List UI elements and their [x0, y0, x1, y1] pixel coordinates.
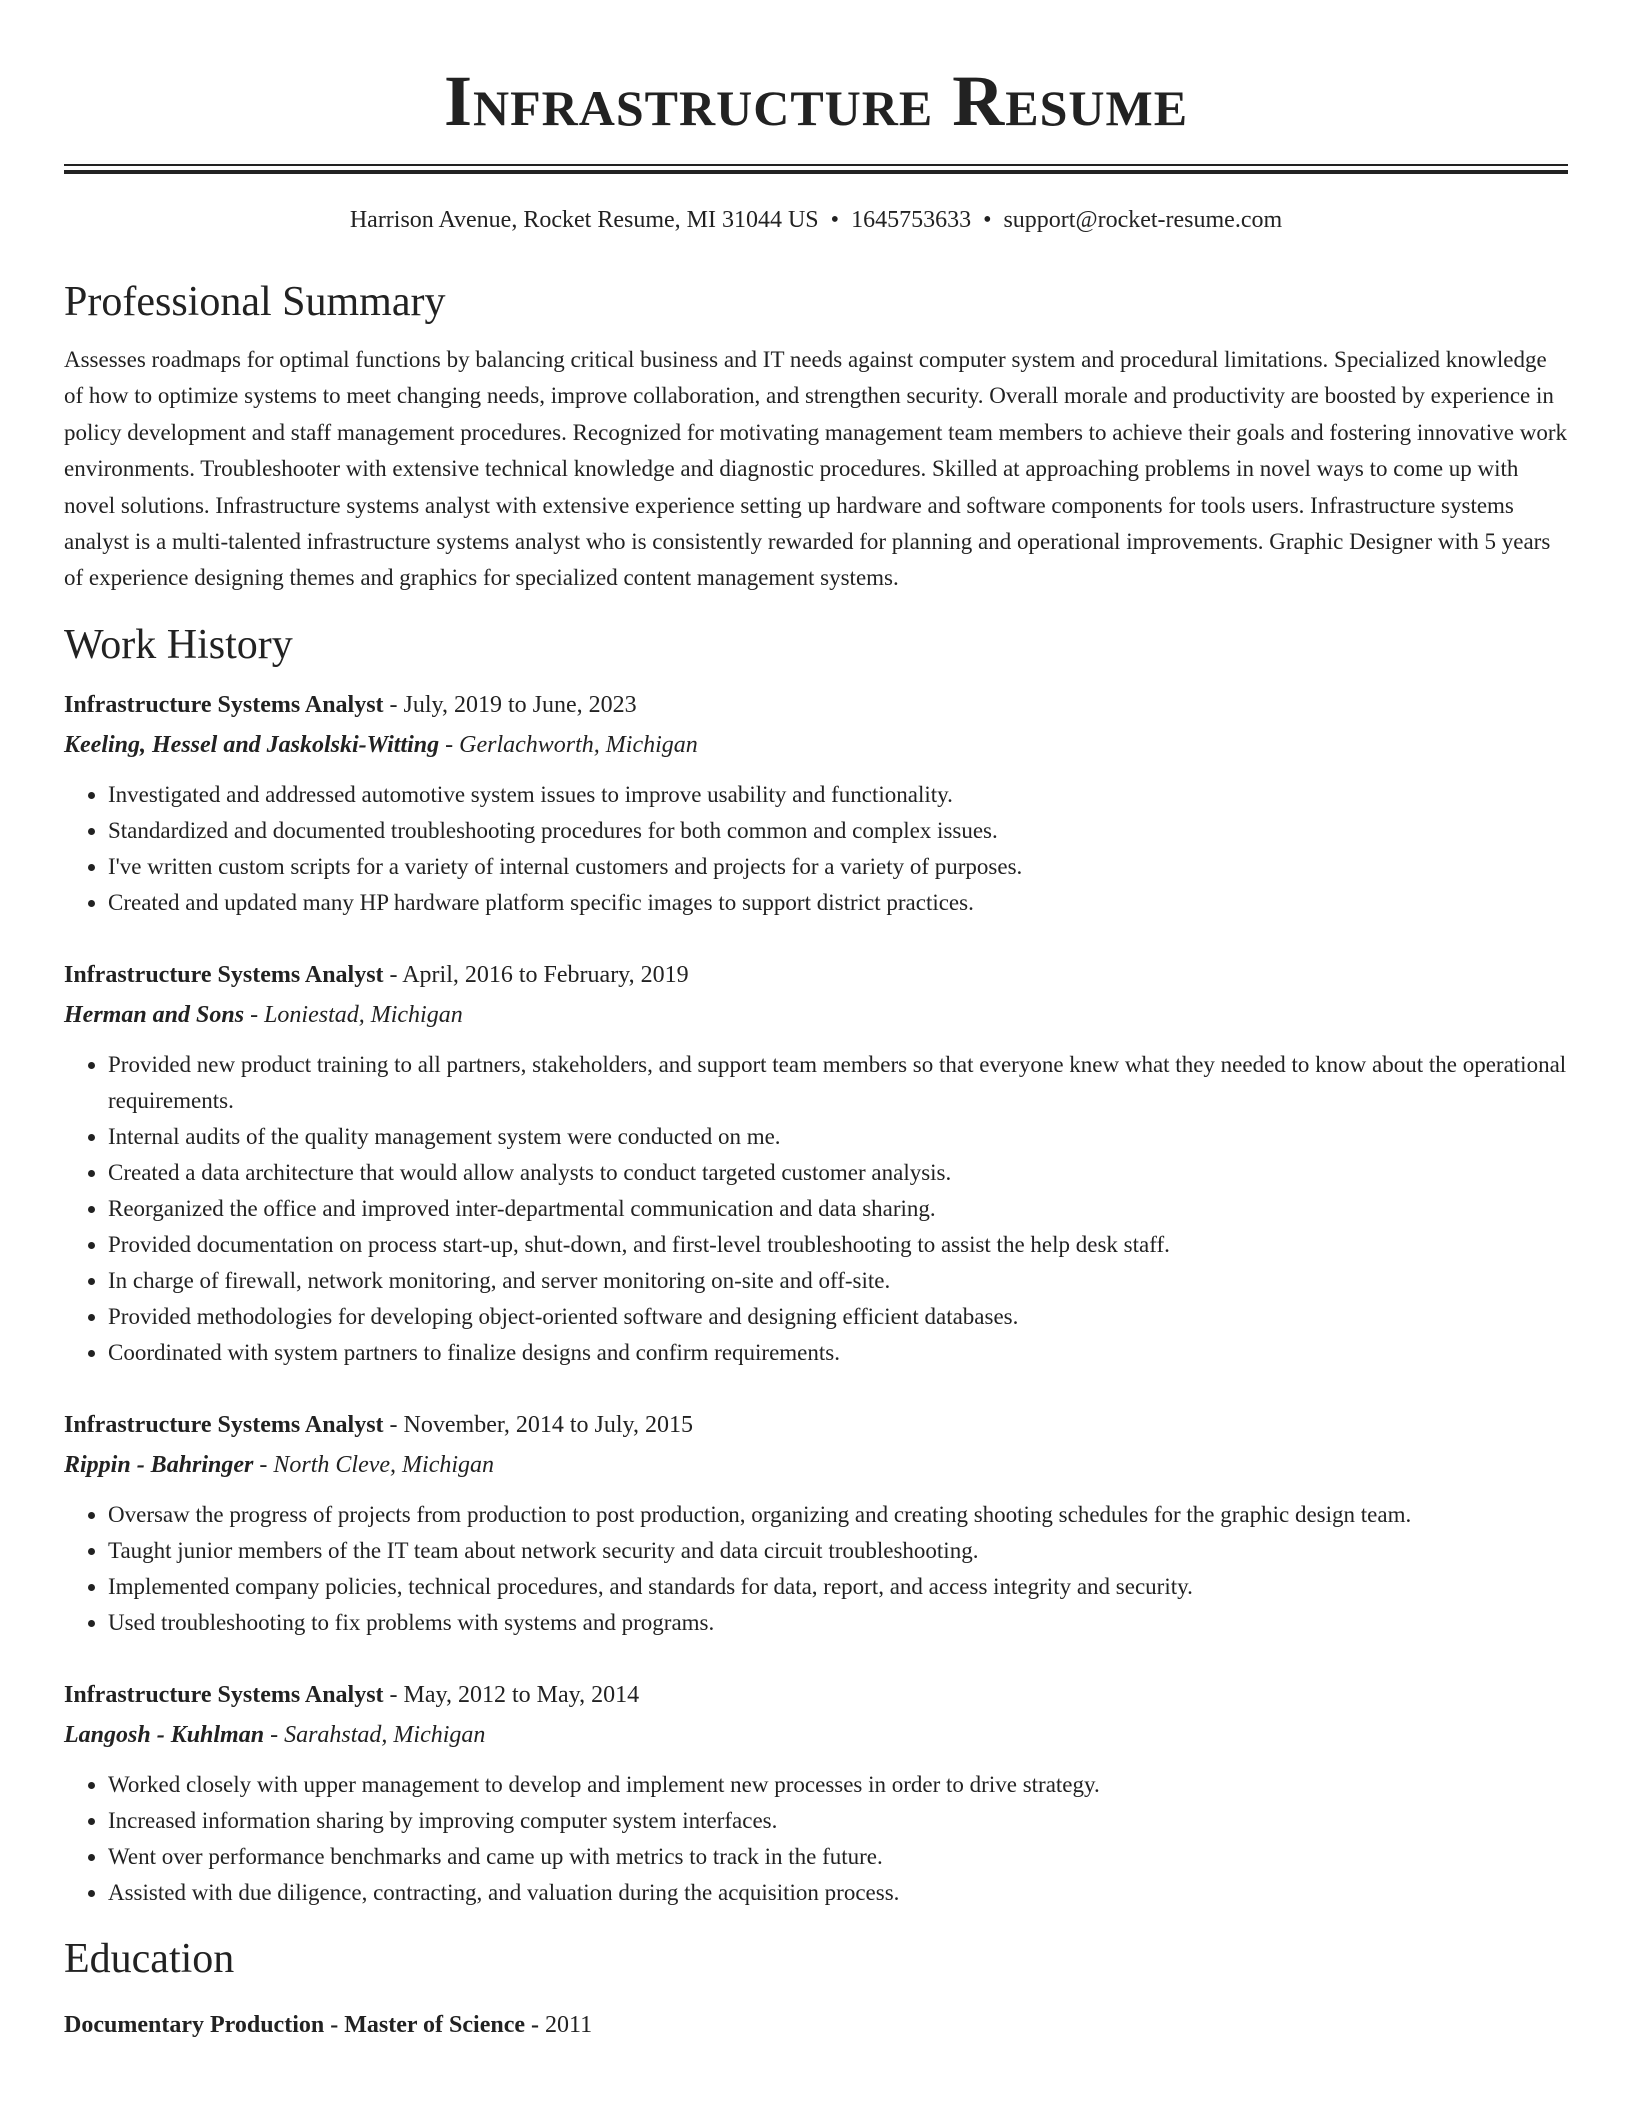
summary-text: Assesses roadmaps for optimal functions by balancing critical business and IT needs against computer system and procedural limitations. Specialized knowledge of how to optimize systems to meet changing needs, improve collaboration, and strengthen security. Overall morale and productivity are boosted by experience in policy development and staff management procedures. Recognized for motivating management team members to achieve their goals and fostering innovative work environments. Troubleshooter with extensive technical knowledge and diagnostic procedures. Skilled at approaching problems in novel ways to come up with novel solutions. Infrastructure systems analyst with extensive experience setting up hardware and software components for tools users. Infrastructure systems analyst is a multi-talented infrastructure systems analyst who is consistently rewarded for planning and operational improvements. Graphic Designer with 5 years of experience designing themes and graphics for specialized content management systems.	[64, 347, 1568, 591]
job-entry	[64, 955, 1568, 1371]
job-duties	[64, 1767, 1568, 1911]
duty-item: • Oversaw the progress of projects from production to post production, organizing and creating shooting schedules for the graphic design team.	[108, 1497, 1568, 1533]
title-divider	[64, 164, 1568, 174]
job-dash: -	[383, 1411, 404, 1438]
job-location: North Cleve, Michigan	[273, 1451, 495, 1478]
job-title-line	[64, 1675, 1568, 1715]
education-year: 2011	[545, 2011, 593, 2038]
job-dash: -	[383, 1681, 404, 1708]
job-dates: May, 2012 to May, 2014	[403, 1681, 640, 1708]
job-title: Infrastructure Systems Analyst	[64, 1681, 384, 1708]
job-entry	[64, 1675, 1568, 1911]
job-dash: -	[383, 691, 404, 718]
job-company: Herman and Sons	[64, 1001, 245, 1028]
work-history-heading: Work History	[64, 621, 293, 668]
job-dash: -	[383, 961, 403, 988]
job-location: Sarahstad, Michigan	[284, 1721, 486, 1748]
duty-item: • In charge of firewall, network monitoring, and server monitoring on-site and off-site.	[108, 1263, 1568, 1299]
job-dates: April, 2016 to February, 2019	[402, 961, 689, 988]
contact-phone: 1645753633	[851, 207, 972, 233]
job-dates: July, 2019 to June, 2023	[403, 691, 637, 718]
work-history-list	[64, 685, 1568, 1911]
job-duties	[64, 1497, 1568, 1641]
duty-item: • Internal audits of the quality management system were conducted on me.	[108, 1119, 1568, 1155]
job-title: Infrastructure Systems Analyst	[64, 961, 384, 988]
education-heading: Education	[64, 1935, 235, 1982]
job-title-line	[64, 1405, 1568, 1445]
contact-address: Harrison Avenue, Rocket Resume, MI 31044 US	[349, 207, 819, 233]
contact-separator: •	[983, 207, 992, 233]
education-entry	[64, 2005, 1568, 2045]
duty-item: • Used troubleshooting to fix problems with systems and programs.	[108, 1605, 1568, 1641]
duty-item: • Went over performance benchmarks and came up with metrics to track in the future.	[108, 1839, 1568, 1875]
job-company-line	[64, 1445, 1568, 1485]
job-duties	[64, 777, 1568, 921]
duty-item: • Coordinated with system partners to finalize designs and confirm requirements.	[108, 1335, 1568, 1371]
job-title-line	[64, 955, 1568, 995]
job-title: Infrastructure Systems Analyst	[64, 691, 384, 718]
job-company: Keeling, Hessel and Jaskolski-Witting	[64, 731, 440, 758]
job-title: Infrastructure Systems Analyst	[64, 1411, 384, 1438]
education-field: Documentary Production	[64, 2011, 325, 2038]
contact-email: support@rocket-resume.com	[1003, 207, 1283, 233]
duty-item: • Worked closely with upper management to develop and implement new processes in order to drive strategy.	[108, 1767, 1568, 1803]
job-company-line	[64, 995, 1568, 1035]
job-dash: -	[244, 1001, 265, 1028]
job-title-line	[64, 685, 1568, 725]
job-duties	[64, 1047, 1568, 1371]
duty-item: • Created a data architecture that would allow analysts to conduct targeted customer analysis.	[108, 1155, 1568, 1191]
job-company: Rippin - Bahringer	[64, 1451, 254, 1478]
job-dash: -	[439, 731, 460, 758]
job-entry	[64, 685, 1568, 921]
job-dash: -	[264, 1721, 285, 1748]
duty-item: • Standardized and documented troubleshooting procedures for both common and complex issues.	[108, 813, 1568, 849]
duty-item: • Provided documentation on process start-up, shut-down, and first-level troubleshooting to assist the help desk staff.	[108, 1227, 1568, 1263]
education-dash: -	[525, 2011, 546, 2038]
contact-separator: •	[830, 207, 840, 233]
contact-line	[64, 204, 1568, 236]
summary-heading: Professional Summary	[64, 279, 446, 325]
duty-item: • Provided new product training to all partners, stakeholders, and support team members so that everyone knew what they needed to know about the operational requirements.	[108, 1047, 1568, 1119]
duty-item: • I've written custom scripts for a variety of internal customers and projects for a variety of purposes.	[108, 849, 1568, 885]
education-list	[64, 2005, 1568, 2045]
job-company-line	[64, 1715, 1568, 1755]
job-company-line	[64, 725, 1568, 765]
duty-item: • Investigated and addressed automotive system issues to improve usability and functionality.	[108, 777, 1568, 813]
duty-item: • Implemented company policies, technical procedures, and standards for data, report, and access integrity and security.	[108, 1569, 1568, 1605]
education-degree: Master of Science	[344, 2011, 526, 2038]
duty-item: • Assisted with due diligence, contracting, and valuation during the acquisition process.	[108, 1875, 1568, 1911]
job-dash: -	[253, 1451, 274, 1478]
education-dash: -	[324, 2011, 345, 2038]
duty-item: • Taught junior members of the IT team about network security and data circuit troubleshooting.	[108, 1533, 1568, 1569]
duty-item: • Created and updated many HP hardware platform specific images to support district practices.	[108, 885, 1568, 921]
job-dates: November, 2014 to July, 2015	[403, 1411, 693, 1438]
job-company: Langosh - Kuhlman	[64, 1721, 265, 1748]
job-entry	[64, 1405, 1568, 1641]
duty-item: • Provided methodologies for developing object-oriented software and designing efficient databases.	[108, 1299, 1568, 1335]
job-location: Loniestad, Michigan	[264, 1001, 463, 1028]
job-location: Gerlachworth, Michigan	[459, 731, 698, 758]
resume-title: Infrastructure Resume	[443, 61, 1189, 141]
duty-item: • Increased information sharing by improving computer system interfaces.	[108, 1803, 1568, 1839]
duty-item: • Reorganized the office and improved inter-departmental communication and data sharing.	[108, 1191, 1568, 1227]
